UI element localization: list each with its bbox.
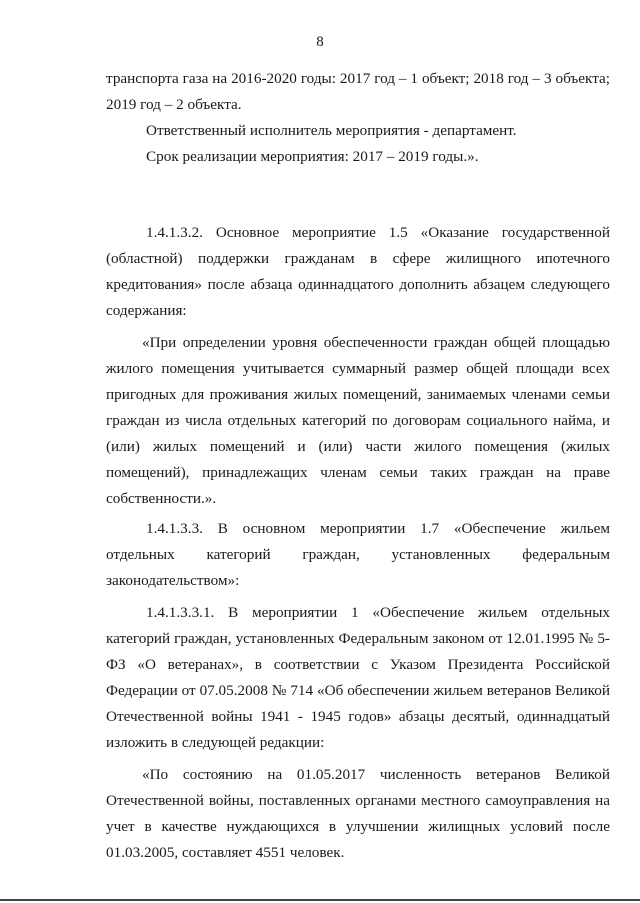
page-number: 8 — [316, 34, 324, 50]
page-bottom-edge — [0, 899, 640, 901]
paragraph-item-1-4-1-3-3-1: 1.4.1.3.3.1. В мероприятии 1 «Обеспечение жильем отдельных категорий граждан, установленных Федеральным законом от 12.01.1995 № 5-ФЗ «О ветеранах», в соответствии с Указом Президента Российской Федерации от 07.05.2008 № 714 «Об обеспечении жильем ветеранов Великой Отечественной войны 1941 - 1945 годов» абзацы десятый, одиннадцатый изложить в следующей редакции: — [106, 604, 610, 751]
paragraph-implementation-period: Срок реализации мероприятия: 2017 – 2019 годы.». — [146, 148, 479, 165]
paragraph-gas-transport-objects: транспорта газа на 2016-2020 годы: 2017 год – 1 объект; 2018 год – 3 объекта; 2019 год – 2 объекта. — [106, 70, 610, 113]
paragraph-item-1-4-1-3-3-end: законодательством»: — [106, 572, 240, 589]
paragraph-item-1-4-1-3-3: 1.4.1.3.3. В основном мероприятии 1.7 «Обеспечение жильем отдельных категорий граждан, установленных федеральным — [106, 520, 610, 563]
document-body — [106, 66, 610, 866]
paragraph-responsible-executor: Ответственный исполнитель мероприятия - департамент. — [146, 122, 517, 139]
paragraph-veterans-count-quote: «По состоянию на 01.05.2017 численность ветеранов Великой Отечественной войны, поставленных органами местного самоуправления на учет в качестве нуждающихся в улучшении жилищных условий после 01.03.2005, составляет 4551 человек. — [106, 766, 610, 861]
paragraph-item-1-4-1-3-2: 1.4.1.3.2. Основное мероприятие 1.5 «Оказание государственной (областной) поддержки гражданам в сфере жилищного ипотечного кредитования» после абзаца одиннадцатого дополнить абзацем следующего содержания: — [106, 224, 610, 319]
paragraph-housing-area-quote: «При определении уровня обеспеченности граждан общей площадью жилого помещения учитывается суммарный размер общей площади всех пригодных для проживания жилых помещений, занимаемых членами семьи граждан из числа отдельных категорий по договорам социального найма, и (или) жилых помещений и (или) части жилого помещения (жилых помещений), принадлежащих членам семьи таких граждан на праве собственности.». — [106, 334, 610, 507]
paragraph-gap — [106, 170, 610, 220]
